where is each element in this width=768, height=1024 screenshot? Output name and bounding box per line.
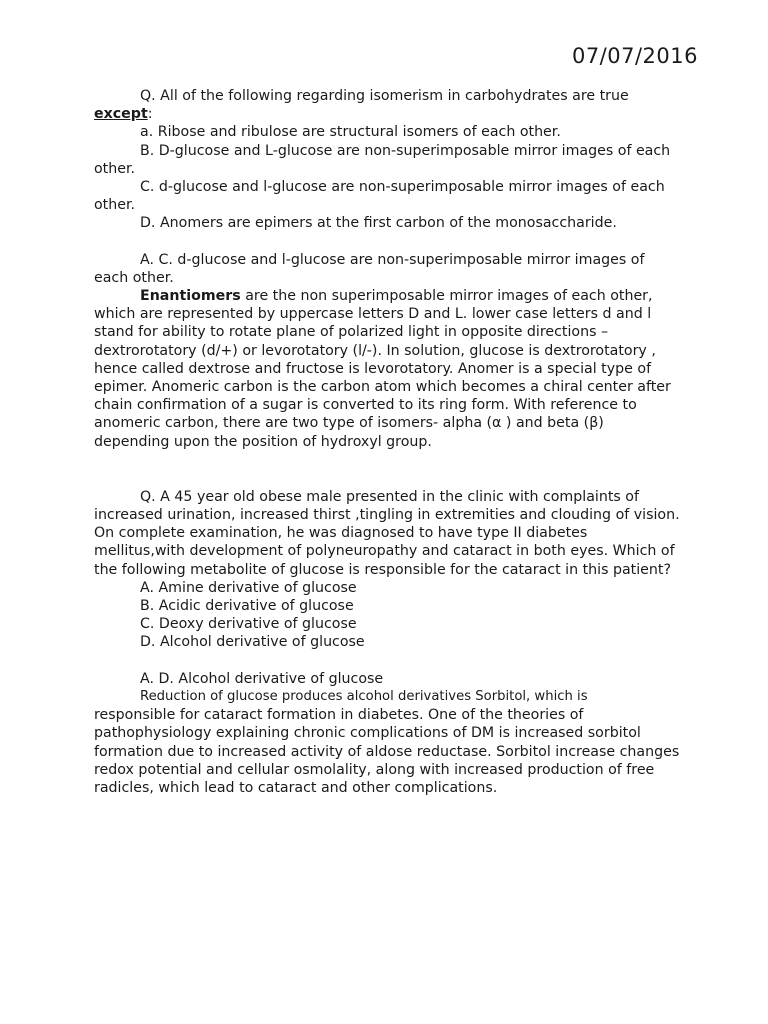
question-2-option-a: A. Amine derivative of glucose bbox=[140, 579, 357, 596]
question-2-answer: A. D. Alcohol derivative of glucose bbox=[140, 670, 384, 687]
document-body bbox=[94, 87, 680, 797]
question-2-option-d: D. Alcohol derivative of glucose bbox=[140, 634, 365, 651]
question-2-option-b: B. Acidic derivative of glucose bbox=[140, 598, 354, 615]
question-2-stem: Q. A 45 year old obese male presented in the clinic with complaints of increased urination, increased thirst ,tingling in extremities and clouding of vision. On complete examination, he was diagnosed to have type II diabetes mellitus,with development of polyneuropathy and cataract in both eyes. Which of the following metabolite of glucose is responsible for the cataract in this patient? bbox=[94, 488, 680, 578]
question-1-option-d: D. Anomers are epimers at the first carbon of the monosaccharide. bbox=[140, 215, 617, 232]
question-2-explanation-first-line: Reduction of glucose produces alcohol derivatives Sorbitol, which is bbox=[140, 688, 588, 704]
document-date: 07/07/2016 bbox=[571, 44, 698, 68]
question-1-option-c: C. d-glucose and l-glucose are non-superimposable mirror images of each other. bbox=[94, 179, 665, 214]
enantiomers-term: Enantiomers bbox=[140, 288, 241, 305]
question-1-answer: A. C. d-glucose and l-glucose are non-superimposable mirror images of each other. bbox=[94, 251, 645, 286]
question-1-stem: Q. All of the following regarding isomerism in carbohydrates are true except: bbox=[94, 88, 629, 123]
question-1-option-a: a. Ribose and ribulose are structural isomers of each other. bbox=[140, 124, 561, 141]
question-2-explanation: responsible for cataract formation in diabetes. One of the theories of pathophysiology explaining chronic complications of DM is increased sorbitol formation due to increased activity of aldose reductase. Sorbitol increase changes redox potential and cellular osmolality, along with increased production of free radicles, which lead to cataract and other complications. bbox=[94, 707, 680, 796]
question-2-option-c: C. Deoxy derivative of glucose bbox=[140, 616, 357, 633]
except-keyword: except bbox=[94, 106, 148, 123]
question-1-option-b: B. D-glucose and L-glucose are non-superimposable mirror images of each other. bbox=[94, 142, 671, 177]
question-1-explanation: Enantiomers are the non superimposable mirror images of each other, which are represented by uppercase letters D and L. lower case letters d and l stand for ability to rotate plane of polarized light in opposite directions – dextrorotatory (d/+) or levorotatory (l/-). In solution, glucose is dextrorotatory , hence called dextrose and fructose is levorotatory. Anomer is a special type of epimer. Anomeric carbon is the carbon atom which becomes a chiral center after chain confirmation of a sugar is converted to its ring form. With reference to anomeric carbon, there are two type of isomers- alpha (α ) and beta (β) depending upon the position of hydroxyl group. bbox=[94, 288, 671, 450]
